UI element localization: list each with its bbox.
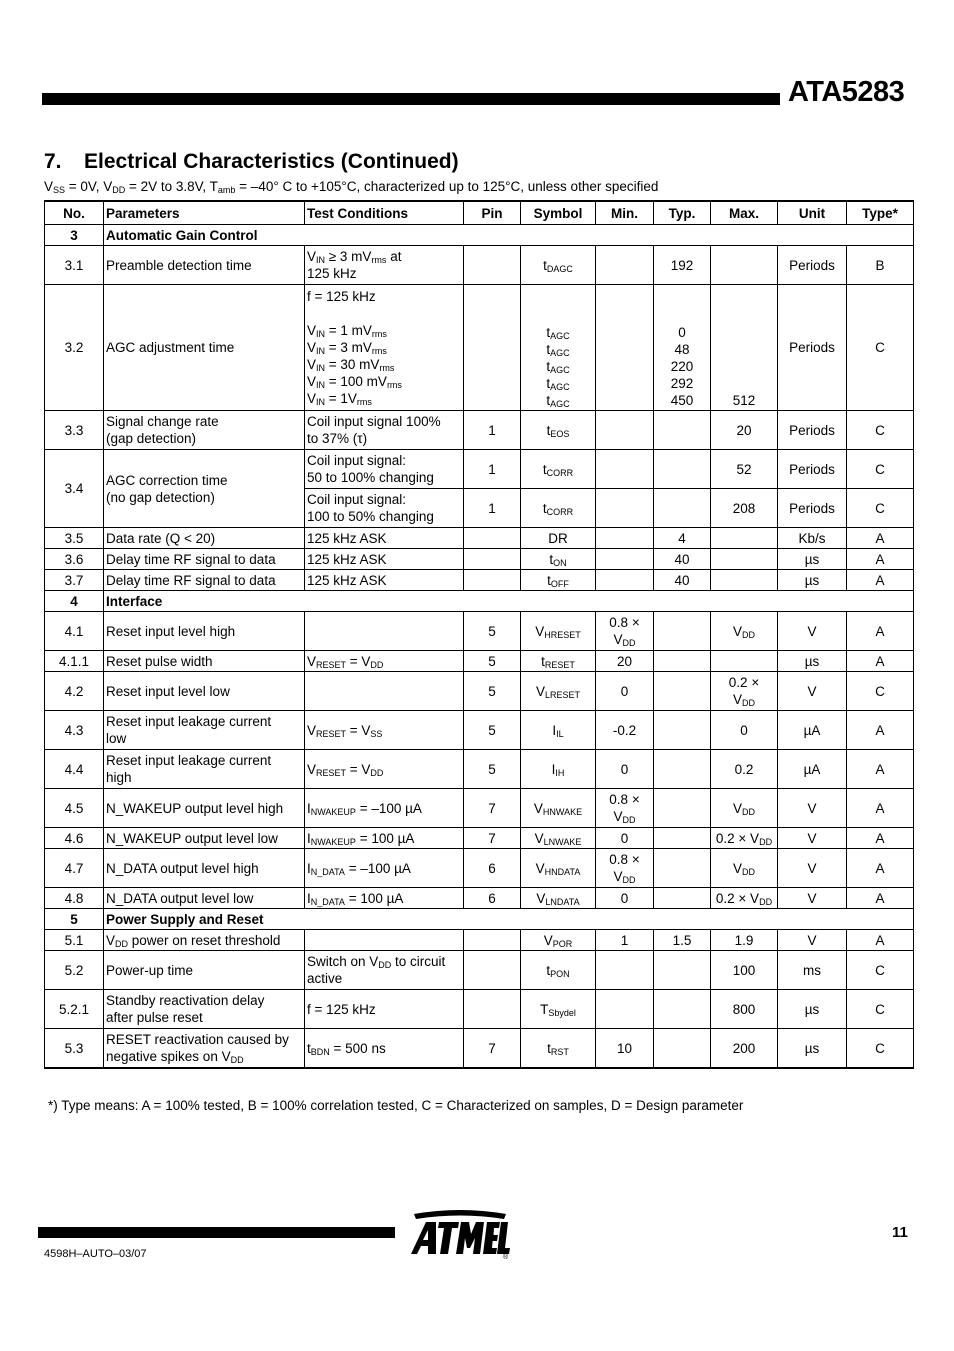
col-header-max: Max.	[711, 201, 778, 225]
table-row: 3.7 Delay time RF signal to data 125 kHz ASK $t_{OFF}$ 40 µs A	[45, 570, 914, 591]
atmel-logo	[408, 1208, 512, 1265]
table-row: 3.2 AGC adjustment time f = 125 kHz $V_{IN} = 1$ $mV_{rms}$ $V_{IN} = 3$ $mV_{rms}$ $V_{IN} = 30$ $mV_{rms}$ $V_{IN} = 100$ $mV_{rms}$ $V_{IN} = 1V_{rms}$ $t_{AGC}$ $t_{AGC}$ $t_{AGC}$ $t_{AGC}$ $t_{AGC}$ 0 48 220 292 450 512 Periods C	[45, 285, 914, 411]
section-title-text: Electrical Characteristics (Continued)	[84, 150, 459, 173]
operating-conditions: $V_{SS} = 0V$, $V_{DD} = 2V$ to 3.8V, $T_{amb} = -40^\circ$ C to +105°C, characterized up to 125°C, unless other specified	[44, 179, 659, 195]
table-row: 3.3 Signal change rate (gap detection) Coil input signal 100% to 37% (τ) 1 $t_{EOS}$ 20 Periods C	[45, 411, 914, 450]
col-header-typ: Typ.	[654, 201, 711, 225]
document-title: ATA5283	[788, 76, 905, 108]
table-header-row	[45, 201, 914, 225]
table-row: 4.5 N_WAKEUP output level high $I_{NWAKEUP} = -100$ µA 7 $V_{HNWAKE}$ 0.8 × $V_{DD}$ $V_{DD}$ V A	[45, 789, 914, 828]
table-row: 3.5 Data rate (Q < 20) 125 kHz ASK DR 4 Kb/s A	[45, 528, 914, 549]
document-code: 4598H–AUTO–03/07	[44, 1248, 147, 1260]
table-row: 4.7 N_DATA output level high $I_{N\_DATA} = -100$ µA 6 $V_{HNDATA}$ 0.8 × $V_{DD}$ $V_{DD}$ V A	[45, 849, 914, 888]
table-row: 4.2 Reset input level low 5 $V_{LRESET}$ 0 0.2 × $V_{DD}$ V C	[45, 672, 914, 711]
type-footnote: *) Type means: A = 100% tested, B = 100% correlation tested, C = Characterized on samples, D = Design parameter	[48, 1098, 744, 1113]
table-row: 4.1 Reset input level high 5 $V_{HRESET}$ 0.8 × $V_{DD}$ $V_{DD}$ V A	[45, 612, 914, 651]
col-header-symbol: Symbol	[521, 201, 596, 225]
table-row: 3.1 Preamble detection time $V_{IN} \ge 3$ $mV_{rms}$ at 125 kHz $t_{DAGC}$ 192 Periods B	[45, 246, 914, 285]
footer-rule	[38, 1227, 395, 1238]
col-header-unit: Unit	[778, 201, 847, 225]
section-row-interface: 4 Interface	[45, 591, 914, 612]
section-row-power-supply: 5 Power Supply and Reset	[45, 909, 914, 930]
table-row: 4.8 N_DATA output level low $I_{N\_DATA} = 100$ µA 6 $V_{LNDATA}$ 0 $0.2 \times V_{DD}$ V A	[45, 888, 914, 909]
table-row: Coil input signal: 100 to 50% changing 1 $t_{CORR}$ 208 Periods C	[45, 489, 914, 528]
registered-mark: ®	[503, 1254, 509, 1260]
electrical-characteristics-table	[44, 200, 914, 1069]
section-number: 7.	[44, 150, 62, 173]
col-header-parameters: Parameters	[104, 201, 305, 225]
table-row: 3.6 Delay time RF signal to data 125 kHz ASK $t_{ON}$ 40 µs A	[45, 549, 914, 570]
table-row: 5.1 $V_{DD}$ power on reset threshold $V_{POR}$ 1 1.5 1.9 V A	[45, 930, 914, 951]
col-header-no: No.	[45, 201, 104, 225]
table-row: 5.2.1 Standby reactivation delay after pulse reset f = 125 kHz $T_{Sbydel}$ 800 µs C	[45, 990, 914, 1029]
col-header-type: Type*	[847, 201, 914, 225]
table-row: 5.2 Power-up time Switch on $V_{DD}$ to circuit active $t_{PON}$ 100 ms C	[45, 951, 914, 990]
table-row: 4.6 N_WAKEUP output level low $I_{NWAKEUP} = 100$ µA 7 $V_{LNWAKE}$ 0 $0.2 \times V_{DD}$ V A	[45, 828, 914, 849]
header-rule	[42, 93, 780, 105]
col-header-test-conditions: Test Conditions	[305, 201, 464, 225]
col-header-min: Min.	[596, 201, 654, 225]
section-heading	[44, 150, 459, 174]
table-row: 4.4 Reset input leakage current high $V_{RESET} = V_{DD}$ 5 $I_{IH}$ 0 0.2 µA A	[45, 750, 914, 789]
section-row-agc: 3 Automatic Gain Control	[45, 225, 914, 246]
table-row: 3.4 AGC correction time (no gap detection) Coil input signal: 50 to 100% changing 1 $t_{CORR}$ 52 Periods C	[45, 450, 914, 489]
table-row: 4.3 Reset input leakage current low $V_{RESET} = V_{SS}$ 5 $I_{IL}$ -0.2 0 µA A	[45, 711, 914, 750]
col-header-pin: Pin	[464, 201, 521, 225]
table-row: 4.1.1 Reset pulse width $V_{RESET} = V_{DD}$ 5 $t_{RESET}$ 20 µs A	[45, 651, 914, 672]
page-number: 11	[892, 1224, 908, 1241]
table-row: 5.3 RESET reactivation caused by negative spikes on $V_{DD}$ $t_{BDN} = 500$ ns 7 $t_{RST}$ 10 200 µs C	[45, 1029, 914, 1069]
